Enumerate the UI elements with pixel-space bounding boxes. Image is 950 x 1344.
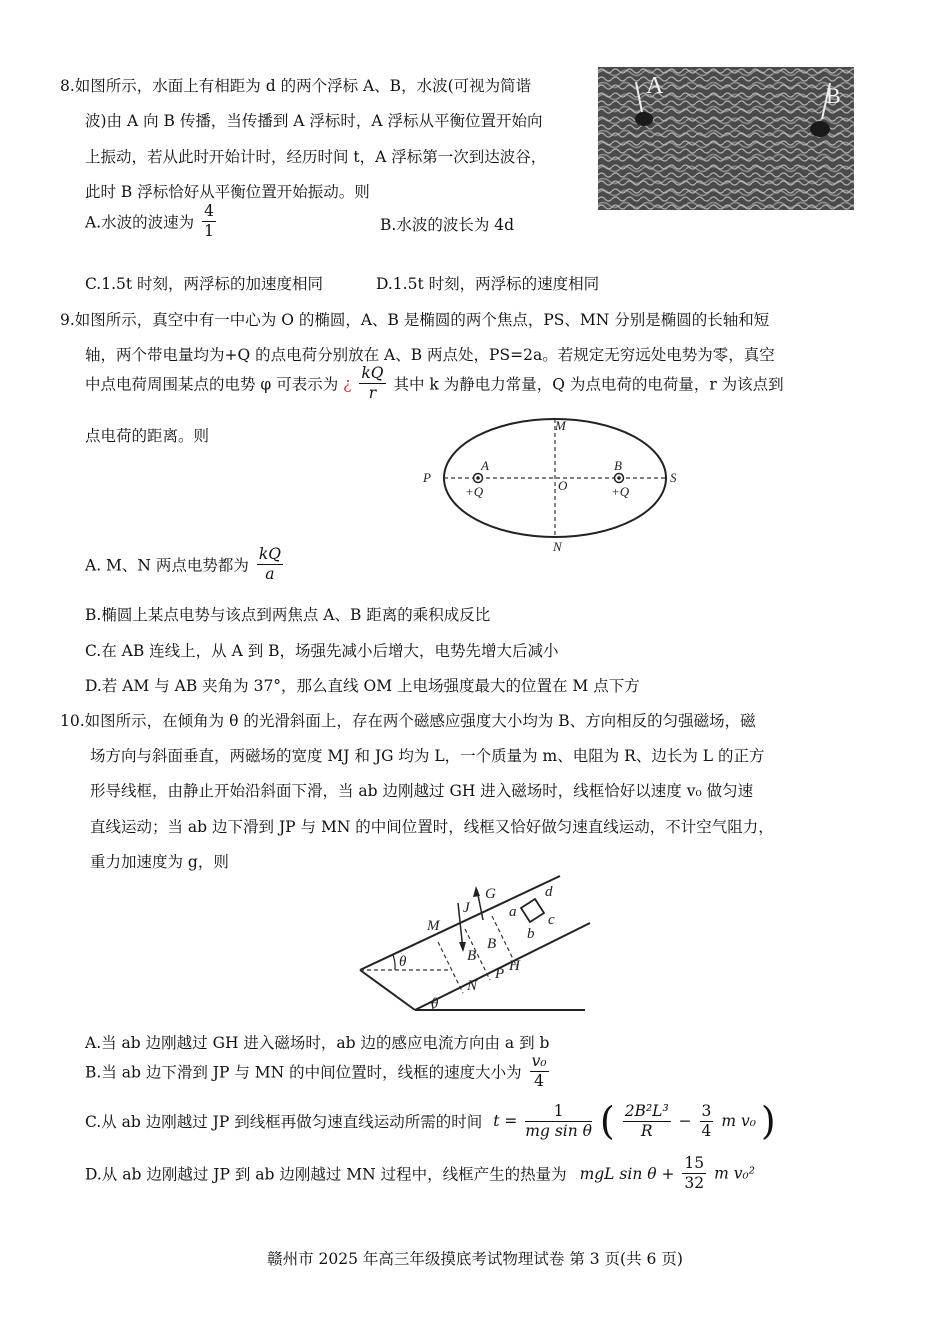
fraction-denominator: r [368,384,377,402]
photo-label-a: A [646,73,664,99]
q10-option-c-fraction-2 [623,1102,671,1141]
label-corner-c: c [548,912,555,928]
q9-option-c: C.在 AB 连线上，从 A 到 B，场强先减小后增大，电势先增大后减小 [85,642,559,660]
fraction-denominator: 1 [204,222,214,240]
q10-line3: 形导线框，由静止开始沿斜面下滑，当 ab 边刚越过 GH 进入磁场时，线框恰好以速度 v₀ 做匀速 [90,782,754,800]
q8-line3: 上振动，若从此时开始计时，经历时间 t，A 浮标第一次到达波谷， [85,148,547,166]
label-s: S [670,470,677,485]
fraction-numerator: kQ [258,545,281,563]
q10-option-c-text: C.从 ab 边刚越过 JP 到线框再做匀速直线运动所需的时间 [85,1113,483,1131]
label-j: J [463,900,470,916]
label-n: N [553,539,562,553]
q8-option-b: B.水波的波长为 4d [380,216,515,234]
minus-sign: − [678,1112,692,1130]
q10-option-c: C.从 ab 边刚越过 JP 到线框再做匀速直线运动所需的时间 t = $\frac{1}{\text{mg sin θ}}$ ( $\frac{\text{2B²L³}}{R}$ − $\frac{3}{4}$ m v₀ ) [85,1099,776,1143]
label-g: G [485,886,496,902]
q8-line4: 此时 B 浮标恰好从平衡位置开始振动。则 [85,183,370,201]
fraction-denominator: 4 [701,1121,712,1140]
q10-option-c-fraction-3 [700,1102,714,1141]
label-n: N [467,978,478,994]
photo-label-b: B [826,83,841,108]
label-charge-b: +Q [611,484,630,499]
q8-option-a [85,202,219,241]
fraction-denominator: 4 [534,1072,544,1090]
q8-line2: 波)由 A 向 B 传播，当传播到 A 浮标时，A 浮标从平衡位置开始向 [85,112,543,130]
fraction-denominator: a [265,565,275,583]
fraction-numerator: 1 [525,1102,592,1122]
fraction-numerator: 2B²L³ [624,1101,669,1120]
q10-option-b-fraction [530,1052,549,1091]
q9-line3-start: 中点电荷周围某点的电势 φ 可表示为 [85,375,339,394]
q8-option-a-fraction [202,202,216,241]
label-theta-top: θ [399,954,407,970]
q10-option-d-expression: mgL sin θ + [579,1164,675,1183]
q8-option-d: D.1.5t 时刻，两浮标的速度相同 [376,275,600,293]
q10-option-d-tail: m v₀² [714,1164,755,1183]
q9-option-a-fraction [257,545,283,584]
fraction-denominator: 32 [684,1174,705,1192]
q9-line3-end: 其中 k 为静电力常量，Q 为点电荷的电荷量，r 为该点到 [393,375,784,394]
label-o: O [558,478,568,493]
q10-line5: 重力加速度为 g，则 [90,853,229,871]
q10-option-d [85,1154,755,1193]
q10-option-d-fraction [682,1154,706,1193]
fraction-numerator: 15 [684,1154,705,1172]
label-p: P [495,966,505,982]
q10-option-d-text: D.从 ab 边刚越过 JP 到 ab 边刚越过 MN 过程中，线框产生的热量为 [85,1165,567,1184]
fraction-numerator: 4 [204,202,214,220]
q8-line1: 8.如图所示，水面上有相距为 d 的两个浮标 A、B，水波(可视为简谐 [60,77,532,95]
water-photo-graphic [598,67,854,210]
label-a: A [481,458,489,473]
label-b: B [614,458,622,473]
q9-line3 [85,364,784,403]
q8-water-photo [598,67,854,210]
label-field-b2: B [487,936,497,952]
fraction-denominator: R [640,1121,653,1140]
label-corner-b: b [527,926,535,942]
q10-option-c-fraction-1 [525,1102,592,1141]
label-corner-a: a [509,904,517,920]
fraction-numerator: 3 [701,1101,712,1120]
q9-garbled-char: ¿ [343,374,352,393]
q10-line2: 场方向与斜面垂直，两磁场的宽度 MJ 和 JG 均为 L，一个质量为 m、电阻为 R、边长为 L 的正方 [90,747,765,765]
q9-option-d: D.若 AM 与 AB 夹角为 37°，那么直线 OM 上电场强度最大的位置在 M 点下方 [85,677,640,695]
q9-potential-fraction [359,364,385,403]
square-wire-frame [521,899,544,922]
boundary-mn [438,942,463,993]
label-theta-bottom: θ [431,996,439,1012]
time-symbol: t = [493,1112,518,1130]
q8-option-a-text: A.水波的波速为 [85,213,195,232]
fraction-denominator: mg sin θ [525,1121,592,1140]
q8-option-c: C.1.5t 时刻，两浮标的加速度相同 [85,275,324,293]
q9-option-a [85,545,286,584]
label-m: M [555,418,566,433]
label-p: P [423,470,431,485]
q10-option-a: A.当 ab 边刚越过 GH 进入磁场时，ab 边的感应电流方向由 a 到 b [85,1034,550,1052]
q10-option-b-text: B.当 ab 边下滑到 JP 与 MN 的中间位置时，线框的速度大小为 [85,1063,522,1082]
q10-option-b [85,1052,552,1091]
fraction-numerator: kQ [361,364,384,382]
q10-line1: 10.如图所示，在倾角为 θ 的光滑斜面上，存在两个磁感应强度大小均为 B、方向相反的匀强磁场，磁 [60,712,756,730]
page-footer: 赣州市 2025 年高三年级摸底考试物理试卷 第 3 页(共 6 页) [267,1250,683,1268]
q10-option-c-tail: m v₀ [721,1112,756,1130]
q9-option-a-text: A. M、N 两点电势都为 [85,556,249,575]
q10-line4: 直线运动；当 ab 边下滑到 JP 与 MN 的中间位置时，线框又恰好做匀速直线运动，不计空气阻力， [90,818,774,836]
label-field-b1: B [467,948,477,964]
q9-option-b: B.椭圆上某点电势与该点到两焦点 A、B 距离的乘积成反比 [85,606,491,624]
q9-line4: 点电荷的距离。则 [85,427,210,445]
q10-incline-diagram [355,868,595,1018]
label-corner-d: d [545,884,553,900]
label-h: H [509,958,520,974]
fraction-numerator: v₀ [531,1052,547,1070]
label-m: M [427,918,440,934]
q9-line1: 9.如图所示，真空中有一中心为 O 的椭圆，A、B 是椭圆的两个焦点，PS、MN 分别是椭圆的长轴和短 [60,311,770,329]
q9-ellipse-diagram [415,418,695,553]
label-charge-a: +Q [465,484,484,499]
q9-line2: 轴，两个带电量均为+Q 的点电荷分别放在 A、B 两点处，PS=2a。若规定无穷远处电势为零，真空 [85,346,775,364]
